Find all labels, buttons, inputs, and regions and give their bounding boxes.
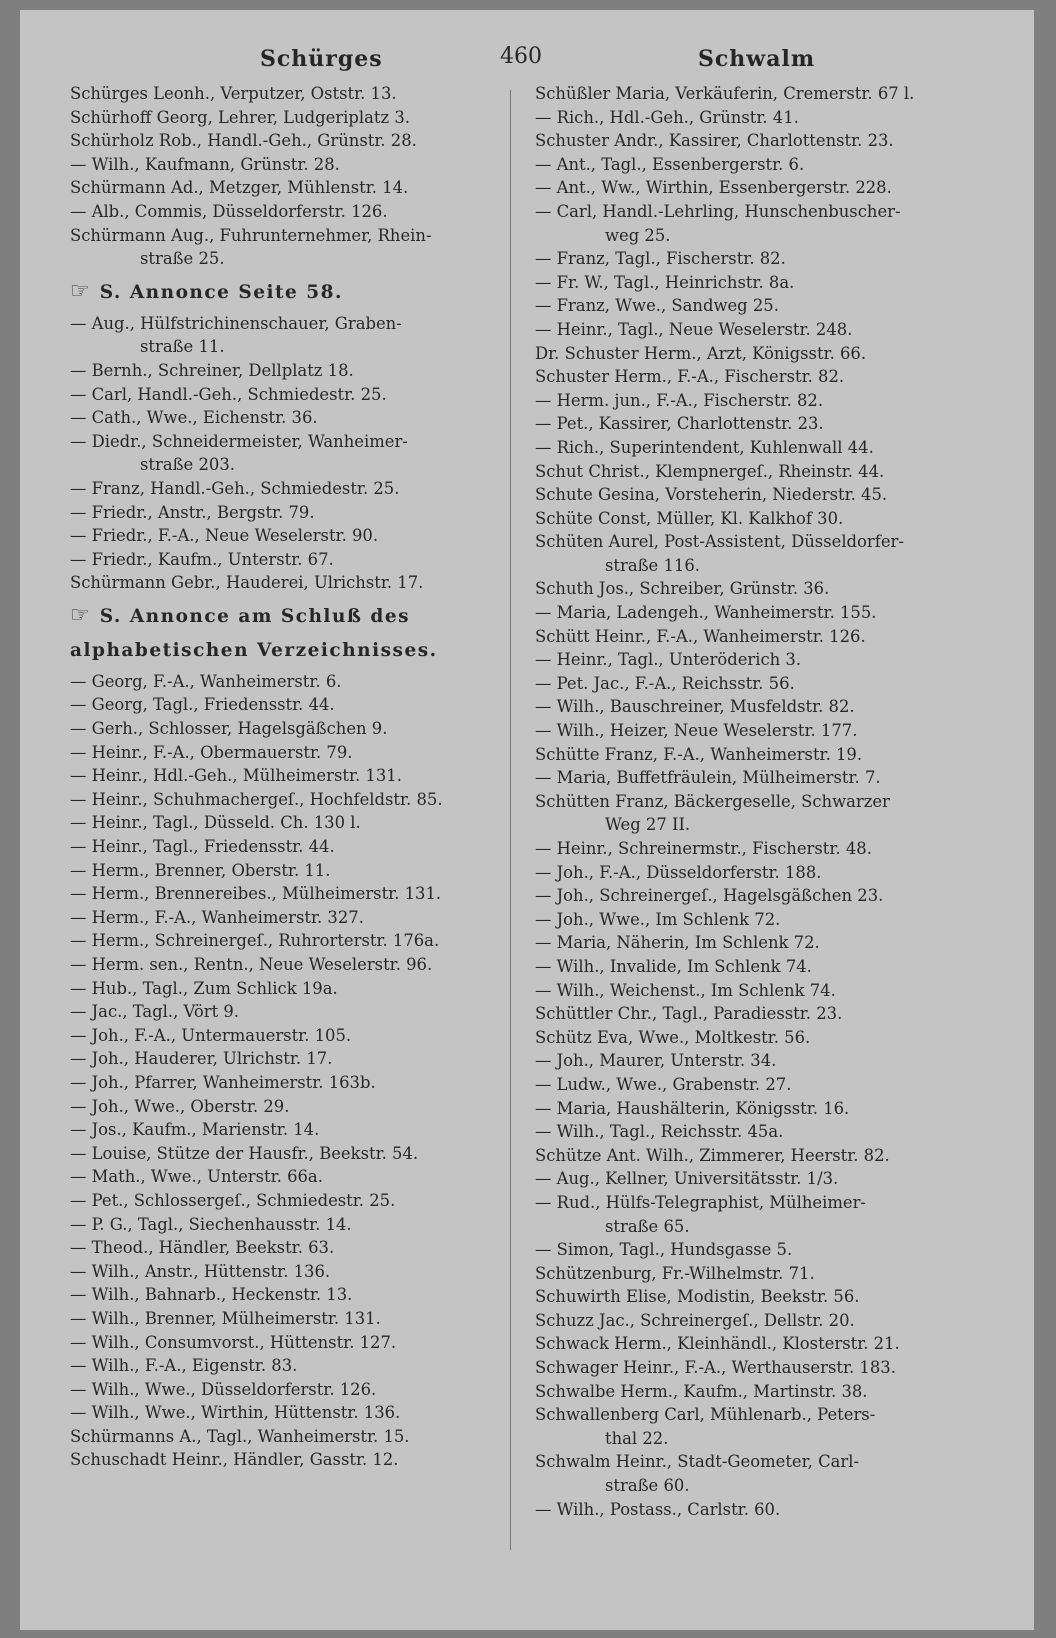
directory-entry	[535, 153, 975, 177]
directory-entry	[70, 906, 510, 930]
entry-text: Schürmann Ad., Metzger, Mühlenstr. 14.	[70, 178, 409, 198]
entry-continuation: straße 11.	[140, 337, 225, 357]
entry-text: — Fr. W., Tagl., Heinrichstr. 8a.	[535, 272, 795, 292]
annonce-reference	[70, 603, 510, 630]
entry-text: — Simon, Tagl., Hundsgasse 5.	[535, 1240, 793, 1260]
directory-entry	[70, 176, 510, 200]
entry-text: — Herm. sen., Rentn., Neue Weselerstr. 96.	[70, 955, 433, 974]
directory-entry	[70, 200, 510, 224]
directory-entry	[70, 1260, 510, 1284]
entry-text: — Joh., Wwe., Im Schlenk 72.	[535, 909, 781, 929]
directory-entry	[535, 530, 975, 554]
entry-text: — Franz, Tagl., Fischerstr. 82.	[535, 249, 786, 269]
directory-entry	[535, 365, 975, 389]
entry-text: — Georg, Tagl., Friedensstr. 44.	[70, 695, 335, 715]
entry-text: — Ludw., Wwe., Grabenstr. 27.	[535, 1074, 792, 1094]
entry-text: — Wilh., F.-A., Eigenstr. 83.	[70, 1356, 298, 1376]
directory-entry	[535, 247, 975, 271]
directory-entry	[535, 1450, 975, 1474]
directory-entry	[70, 430, 510, 454]
directory-entry	[535, 200, 975, 224]
entry-text: — Heinr., F.-A., Obermauerstr. 79.	[70, 742, 353, 762]
entry-text: — Joh., Wwe., Oberstr. 29.	[70, 1096, 290, 1116]
directory-entry	[70, 1165, 510, 1189]
entry-text: — P. G., Tagl., Siechenhausstr. 14.	[70, 1214, 352, 1234]
entry-text: Schüßler Maria, Verkäuferin, Cremerstr. 67 l.	[535, 84, 915, 103]
entry-text: Schürges Leonh., Verputzer, Oststr. 13.	[70, 84, 397, 103]
directory-entry	[535, 1238, 975, 1262]
entry-text: Schürhoff Georg, Lehrer, Ludgeriplatz 3.	[70, 107, 410, 127]
directory-entry	[70, 383, 510, 407]
directory-entry	[535, 1073, 975, 1097]
entry-continuation: alphabetischen Verzeichnisses.	[70, 639, 438, 661]
directory-entry	[70, 717, 510, 741]
entry-text: — Maria, Ladengeh., Wanheimerstr. 155.	[535, 603, 877, 623]
entry-text: Schürmann Aug., Fuhrunternehmer, Rhein-	[70, 225, 432, 245]
entry-text: Schütten Franz, Bäckergeselle, Schwarzer	[535, 791, 890, 811]
entry-text: — Pet., Schlossergeſ., Schmiedestr. 25.	[70, 1190, 396, 1210]
entry-text: — Louise, Stütze der Hausfr., Beekstr. 54.	[70, 1143, 419, 1163]
entry-text: Schuster Andr., Kassirer, Charlottenstr. 23.	[535, 131, 894, 151]
entry-text: — Franz, Handl.-Geh., Schmiedestr. 25.	[70, 478, 400, 498]
directory-entry	[535, 412, 975, 436]
entry-text: — Herm., Brennereibes., Mülheimerstr. 131.	[70, 884, 442, 904]
entry-text: Schütz Eva, Wwe., Moltkestr. 56.	[535, 1027, 811, 1047]
entry-text: Schützenburg, Fr.-Wilhelmstr. 71.	[535, 1263, 815, 1283]
directory-entry	[535, 294, 975, 318]
directory-entry	[535, 648, 975, 672]
entry-text: — Herm. jun., F.-A., Fischerstr. 82.	[535, 390, 824, 410]
directory-entry	[535, 129, 975, 153]
directory-entry	[70, 1401, 510, 1425]
entry-text: — Heinr., Schuhmachergeſ., Hochfeldstr. 85.	[70, 789, 443, 809]
entry-text: Schwack Herm., Kleinhändl., Klosterstr. 21.	[535, 1334, 900, 1354]
directory-entry	[535, 436, 975, 460]
entry-text: — Heinr., Tagl., Friedensstr. 44.	[70, 837, 335, 857]
directory-entry	[70, 106, 510, 130]
entry-text: Schwalm Heinr., Stadt-Geometer, Carl-	[535, 1452, 859, 1472]
directory-entry	[70, 153, 510, 177]
directory-entry	[70, 741, 510, 765]
directory-entry	[70, 1425, 510, 1449]
directory-entry	[535, 743, 975, 767]
entry-text: — Wilh., Bauschreiner, Musfeldstr. 82.	[535, 697, 855, 717]
entry-continuation: Weg 27 II.	[605, 815, 691, 835]
directory-entry	[535, 766, 975, 790]
directory-entry	[535, 82, 975, 106]
directory-entry	[535, 507, 975, 531]
directory-page	[20, 10, 1034, 1630]
entry-text: Schut Christ., Klempnergeſ., Rheinstr. 44.	[535, 461, 885, 481]
directory-entry	[70, 1283, 510, 1307]
entry-text: — Gerh., Schlosser, Hagelsgäßchen 9.	[70, 719, 388, 739]
directory-entry	[70, 501, 510, 525]
directory-entry	[535, 577, 975, 601]
directory-entry	[70, 977, 510, 1001]
directory-entry	[70, 811, 510, 835]
entry-text: — Cath., Wwe., Eichenstr. 36.	[70, 408, 318, 428]
directory-entry	[535, 1026, 975, 1050]
directory-entry	[70, 406, 510, 430]
directory-entry	[535, 1356, 975, 1380]
entry-text: — Heinr., Tagl., Unteröderich 3.	[535, 650, 802, 670]
directory-entry	[535, 271, 975, 295]
directory-entry	[535, 1144, 975, 1168]
page-header	[50, 38, 1004, 78]
entry-text: Schütze Ant. Wilh., Zimmerer, Heerstr. 82.	[535, 1145, 890, 1165]
directory-entry	[70, 1236, 510, 1260]
entry-text: — Herm., F.-A., Wanheimerstr. 327.	[70, 907, 364, 927]
directory-entry	[535, 790, 975, 814]
entry-text: Schute Gesina, Vorsteherin, Niederstr. 45.	[535, 485, 888, 505]
entry-text: — Friedr., Kaufm., Unterstr. 67.	[70, 549, 334, 569]
directory-entry	[535, 1002, 975, 1026]
directory-entry	[535, 884, 975, 908]
directory-entry	[535, 1167, 975, 1191]
directory-entry	[70, 1213, 510, 1237]
entry-text: — Wilh., Brenner, Mülheimerstr. 131.	[70, 1308, 381, 1328]
entry-text: — Wilh., Invalide, Im Schlenk 74.	[535, 956, 812, 976]
directory-entry	[535, 1498, 975, 1522]
entry-text: — Rich., Hdl.-Geh., Grünstr. 41.	[535, 107, 799, 127]
entry-text: — Jac., Tagl., Vört 9.	[70, 1002, 240, 1022]
entry-text: — Alb., Commis, Düsseldorferstr. 126.	[70, 201, 388, 221]
directory-entry	[70, 788, 510, 812]
entry-text: Schüten Aurel, Post-Assistent, Düsseldorfer-	[535, 532, 904, 552]
entry-text: Schwager Heinr., F.-A., Werthauserstr. 183.	[535, 1358, 896, 1378]
directory-entry	[70, 1189, 510, 1213]
entry-text: Schuwirth Elise, Modistin, Beekstr. 56.	[535, 1287, 860, 1307]
entry-text: — Georg, F.-A., Wanheimerstr. 6.	[70, 671, 342, 691]
directory-entry	[70, 882, 510, 906]
entry-text: — Wilh., Wwe., Wirthin, Hüttenstr. 136.	[70, 1403, 401, 1423]
directory-entry	[535, 1120, 975, 1144]
directory-entry	[70, 693, 510, 717]
entry-text: — Heinr., Tagl., Düsseld. Ch. 130 l.	[70, 813, 361, 833]
entry-text: — Friedr., F.-A., Neue Weselerstr. 90.	[70, 526, 379, 546]
directory-entry	[70, 1331, 510, 1355]
entry-text: — Wilh., Anstr., Hüttenstr. 136.	[70, 1261, 331, 1281]
entry-text: Schuster Herm., F.-A., Fischerstr. 82.	[535, 367, 845, 387]
directory-entry	[70, 670, 510, 694]
entry-text: — Carl, Handl.-Lehrling, Hunschenbuscher-	[535, 201, 901, 221]
entry-continuation: straße 65.	[605, 1216, 690, 1236]
entry-text: — Friedr., Anstr., Bergstr. 79.	[70, 502, 315, 522]
entry-text: — Wilh., Postass., Carlstr. 60.	[535, 1499, 781, 1519]
entry-text: Schüttler Chr., Tagl., Paradiesstr. 23.	[535, 1004, 843, 1024]
directory-entry	[535, 106, 975, 130]
directory-entry	[70, 1095, 510, 1119]
entry-continuation: straße 203.	[140, 455, 235, 475]
entry-text: — Joh., F.-A., Düsseldorferstr. 188.	[535, 862, 822, 882]
entry-text: S. Annonce am Schluß des	[99, 605, 411, 627]
directory-entry	[70, 477, 510, 501]
directory-entry	[70, 859, 510, 883]
directory-entry	[535, 1191, 975, 1215]
directory-entry	[535, 1049, 975, 1073]
page-number: 460	[500, 44, 542, 69]
entry-text: — Pet. Jac., F.-A., Reichsstr. 56.	[535, 673, 795, 693]
directory-entry	[70, 1024, 510, 1048]
entry-text: — Math., Wwe., Unterstr. 66a.	[70, 1167, 323, 1187]
entry-text: — Maria, Haushälterin, Königsstr. 16.	[535, 1098, 850, 1118]
entry-text: — Wilh., Wwe., Düsseldorferstr. 126.	[70, 1379, 377, 1399]
directory-entry	[535, 837, 975, 861]
entry-text: — Herm., Schreinergeſ., Ruhrorterstr. 176a.	[70, 931, 440, 951]
directory-entry	[70, 129, 510, 153]
entry-text: Schuzz Jac., Schreinergeſ., Dellstr. 20.	[535, 1310, 855, 1330]
directory-entry	[535, 1309, 975, 1333]
entry-text: — Jos., Kaufm., Marienstr. 14.	[70, 1120, 320, 1140]
entry-continuation: straße 25.	[140, 249, 225, 269]
entry-text: — Maria, Näherin, Im Schlenk 72.	[535, 933, 820, 953]
directory-entry	[70, 1354, 510, 1378]
directory-entry	[70, 835, 510, 859]
entry-text: — Joh., Pfarrer, Wanheimerstr. 163b.	[70, 1072, 376, 1092]
entry-continuation: straße 60.	[605, 1476, 690, 1496]
directory-entry	[535, 460, 975, 484]
directory-entry	[70, 524, 510, 548]
entry-text: — Franz, Wwe., Sandweg 25.	[535, 296, 779, 316]
entry-text: — Joh., Hauderer, Ulrichstr. 17.	[70, 1049, 333, 1069]
entry-text: — Wilh., Tagl., Reichsstr. 45a.	[535, 1122, 784, 1142]
annonce-reference	[70, 279, 510, 306]
entry-text: — Herm., Brenner, Oberstr. 11.	[70, 860, 331, 880]
directory-entry	[535, 931, 975, 955]
directory-entry	[535, 389, 975, 413]
entry-text: — Pet., Kassirer, Charlottenstr. 23.	[535, 414, 824, 434]
entry-text: — Aug., Hülfstrichinenschauer, Graben-	[70, 313, 402, 333]
entry-text: Dr. Schuster Herm., Arzt, Königsstr. 66.	[535, 343, 867, 363]
entry-text: S. Annonce Seite 58.	[99, 281, 343, 303]
directory-entry	[70, 548, 510, 572]
column-divider	[510, 90, 511, 1550]
entry-text: — Wilh., Weichenst., Im Schlenk 74.	[535, 980, 836, 1000]
directory-entry	[70, 1448, 510, 1472]
directory-entry	[535, 695, 975, 719]
entry-text: Schuschadt Heinr., Händler, Gasstr. 12.	[70, 1450, 399, 1470]
entry-text: Schwallenberg Carl, Mühlenarb., Peters-	[535, 1405, 876, 1425]
entry-text: — Aug., Kellner, Universitätsstr. 1/3.	[535, 1169, 839, 1189]
entry-text: — Bernh., Schreiner, Dellplatz 18.	[70, 360, 354, 380]
entry-text: Schürmann Gebr., Hauderei, Ulrichstr. 17.	[70, 573, 424, 593]
entry-text: — Wilh., Kaufmann, Grünstr. 28.	[70, 154, 340, 174]
directory-entry	[70, 953, 510, 977]
entry-text: — Wilh., Heizer, Neue Weselerstr. 177.	[535, 721, 858, 741]
entry-text: — Joh., Schreinergeſ., Hagelsgäßchen 23.	[535, 886, 884, 906]
entry-continuation: weg 25.	[605, 225, 671, 245]
entry-text: Schürmanns A., Tagl., Wanheimerstr. 15.	[70, 1426, 410, 1446]
entry-text: — Rud., Hülfs-Telegraphist, Mülheimer-	[535, 1192, 866, 1212]
entry-text: — Joh., Maurer, Unterstr. 34.	[535, 1051, 777, 1071]
directory-entry	[535, 318, 975, 342]
entry-text: — Heinr., Schreinermstr., Fischerstr. 48.	[535, 839, 872, 858]
directory-entry	[535, 1403, 975, 1427]
entry-text: — Joh., F.-A., Untermauerstr. 105.	[70, 1025, 352, 1045]
entry-text: — Rich., Superintendent, Kuhlenwall 44.	[535, 437, 874, 457]
directory-entry	[70, 764, 510, 788]
directory-entry	[70, 1118, 510, 1142]
entry-text: Schwalbe Herm., Kaufm., Martinstr. 38.	[535, 1381, 868, 1401]
directory-entry	[70, 929, 510, 953]
entry-text: — Heinr., Tagl., Neue Weselerstr. 248.	[535, 319, 853, 339]
entry-text: Schürholz Rob., Handl.-Geh., Grünstr. 28.	[70, 131, 417, 151]
entry-text: Schuth Jos., Schreiber, Grünstr. 36.	[535, 579, 830, 599]
entry-continuation: thal 22.	[605, 1428, 669, 1448]
entry-text: — Ant., Tagl., Essenbergerstr. 6.	[535, 154, 805, 174]
directory-entry	[535, 1285, 975, 1309]
directory-entry	[70, 1071, 510, 1095]
left-column	[70, 82, 510, 1472]
directory-entry	[70, 1000, 510, 1024]
directory-entry	[70, 82, 510, 106]
entry-text: Schütt Heinr., F.-A., Wanheimerstr. 126.	[535, 626, 866, 646]
entry-text: — Maria, Buffetfräulein, Mülheimerstr. 7.	[535, 768, 881, 788]
entry-text: — Hub., Tagl., Zum Schlick 19a.	[70, 978, 338, 998]
entry-text: — Wilh., Consumvorst., Hüttenstr. 127.	[70, 1332, 397, 1352]
entry-text: — Wilh., Bahnarb., Heckenstr. 13.	[70, 1285, 353, 1305]
entry-text: — Theod., Händler, Beekstr. 63.	[70, 1238, 335, 1258]
pointing-hand-icon: ☞	[70, 278, 90, 304]
entry-text: Schütte Franz, F.-A., Wanheimerstr. 19.	[535, 744, 863, 764]
directory-entry	[535, 672, 975, 696]
header-right-keyword: Schwalm	[698, 46, 816, 72]
pointing-hand-icon: ☞	[70, 602, 90, 628]
directory-entry	[535, 979, 975, 1003]
directory-entry	[535, 625, 975, 649]
directory-entry	[535, 955, 975, 979]
entry-text: — Diedr., Schneidermeister, Wanheimer-	[70, 431, 408, 451]
directory-entry	[70, 571, 510, 595]
entry-continuation: straße 116.	[605, 555, 700, 575]
directory-entry	[535, 1380, 975, 1404]
directory-entry	[70, 1047, 510, 1071]
entry-text: — Ant., Ww., Wirthin, Essenbergerstr. 228.	[535, 178, 892, 198]
directory-entry	[535, 1262, 975, 1286]
directory-entry	[70, 312, 510, 336]
directory-entry	[535, 342, 975, 366]
right-column	[535, 82, 975, 1521]
directory-entry	[535, 176, 975, 200]
directory-entry	[535, 1097, 975, 1121]
entry-text: — Carl, Handl.-Geh., Schmiedestr. 25.	[70, 384, 387, 404]
entry-text: — Heinr., Hdl.-Geh., Mülheimerstr. 131.	[70, 766, 402, 786]
directory-entry	[535, 1332, 975, 1356]
directory-entry	[535, 483, 975, 507]
directory-entry	[535, 861, 975, 885]
directory-entry	[535, 601, 975, 625]
directory-entry	[70, 224, 510, 248]
directory-entry	[70, 359, 510, 383]
entry-text: Schüte Const, Müller, Kl. Kalkhof 30.	[535, 508, 844, 528]
directory-entry	[535, 719, 975, 743]
directory-entry	[70, 1307, 510, 1331]
directory-entry	[535, 908, 975, 932]
directory-entry	[70, 1378, 510, 1402]
directory-entry	[70, 1142, 510, 1166]
header-left-keyword: Schürges	[260, 46, 383, 72]
